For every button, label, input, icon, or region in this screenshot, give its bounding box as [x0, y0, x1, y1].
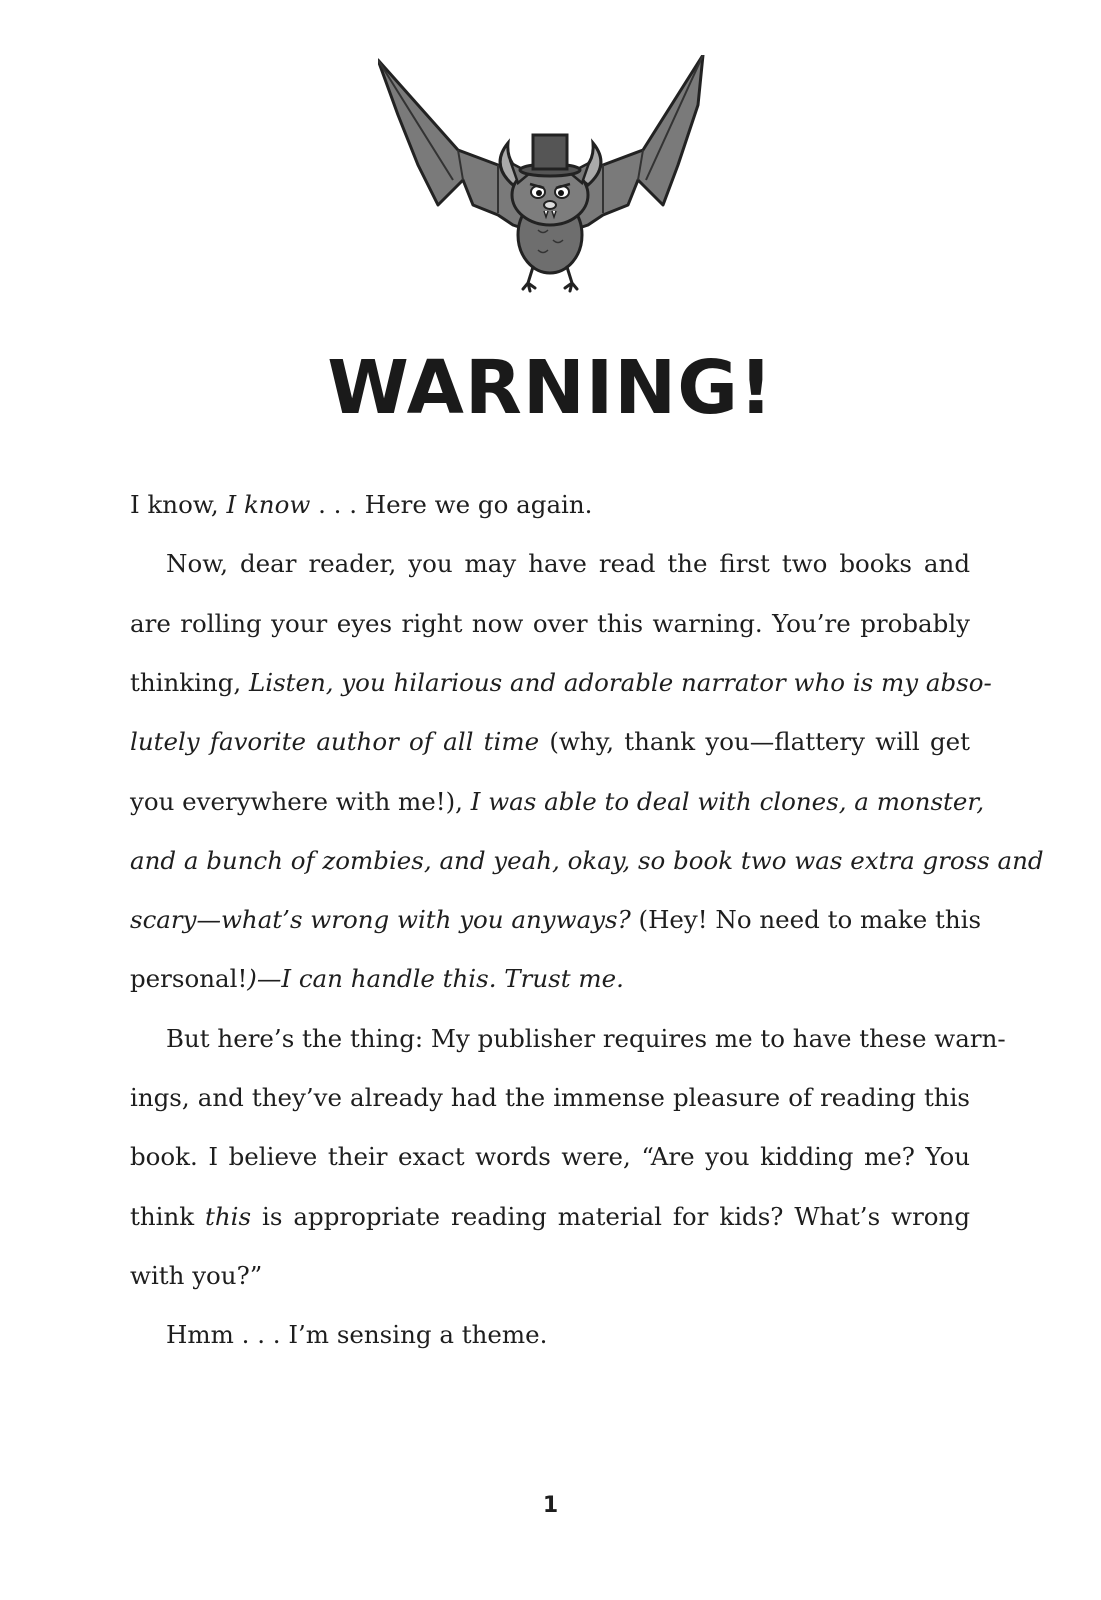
italic-text: and a bunch of zombies, and yeah, okay, so book two was extra gross and [130, 846, 1044, 875]
body-line [130, 608, 970, 640]
body-line [130, 963, 970, 995]
italic-text: scary—what’s wrong with you anyways? [130, 905, 631, 934]
text: ings, and they’ve already had the immense pleasure of reading this [130, 1083, 970, 1112]
body-line [130, 904, 982, 936]
text: think [130, 1202, 206, 1231]
body-line [130, 489, 970, 521]
text: personal! [130, 964, 248, 993]
text: with you?” [130, 1261, 263, 1290]
text: Hmm . . . I’m sensing a theme. [166, 1320, 548, 1349]
page-number: 1 [542, 1493, 559, 1518]
italic-text: I was able to deal with clones, a monster, [470, 787, 985, 816]
body-line [130, 845, 1044, 877]
italic-text: lutely favorite author of all time [130, 727, 540, 756]
text: But here’s the thing: My publisher requires me to have these warn- [166, 1024, 1006, 1053]
body-line [166, 1023, 1006, 1055]
body-line [130, 786, 985, 818]
text: thinking, [130, 668, 249, 697]
body-line [166, 548, 970, 580]
text: . . . Here we go again. [310, 490, 593, 519]
italic-text: I know [226, 490, 311, 519]
text: book. I believe their exact words were, “Are you kidding me? You [130, 1142, 970, 1171]
italic-text: )—I can handle this. Trust me. [247, 964, 624, 993]
italic-text: Listen, you hilarious and adorable narrator who is my abso- [248, 668, 992, 697]
body-line [130, 726, 970, 758]
body-line [130, 1260, 970, 1292]
chapter-title: WARNING! [327, 345, 774, 431]
italic-text: this [205, 1202, 252, 1231]
bat-with-top-hat-icon [378, 55, 723, 295]
body-line [130, 1141, 970, 1173]
text: are rolling your eyes right now over this warning. You’re probably [130, 609, 970, 638]
text: you everywhere with me!), [130, 787, 471, 816]
text: Now, dear reader, you may have read the first two books and [166, 549, 970, 578]
body-line [166, 1319, 970, 1351]
body-line [130, 667, 992, 699]
body-line [130, 1201, 970, 1233]
text: (Hey! No need to make this [630, 905, 982, 934]
text: I know, [130, 490, 227, 519]
text: is appropriate reading material for kids? What’s wrong [251, 1202, 970, 1231]
body-line [130, 1082, 970, 1114]
text: (why, thank you—flattery will get [539, 727, 971, 756]
